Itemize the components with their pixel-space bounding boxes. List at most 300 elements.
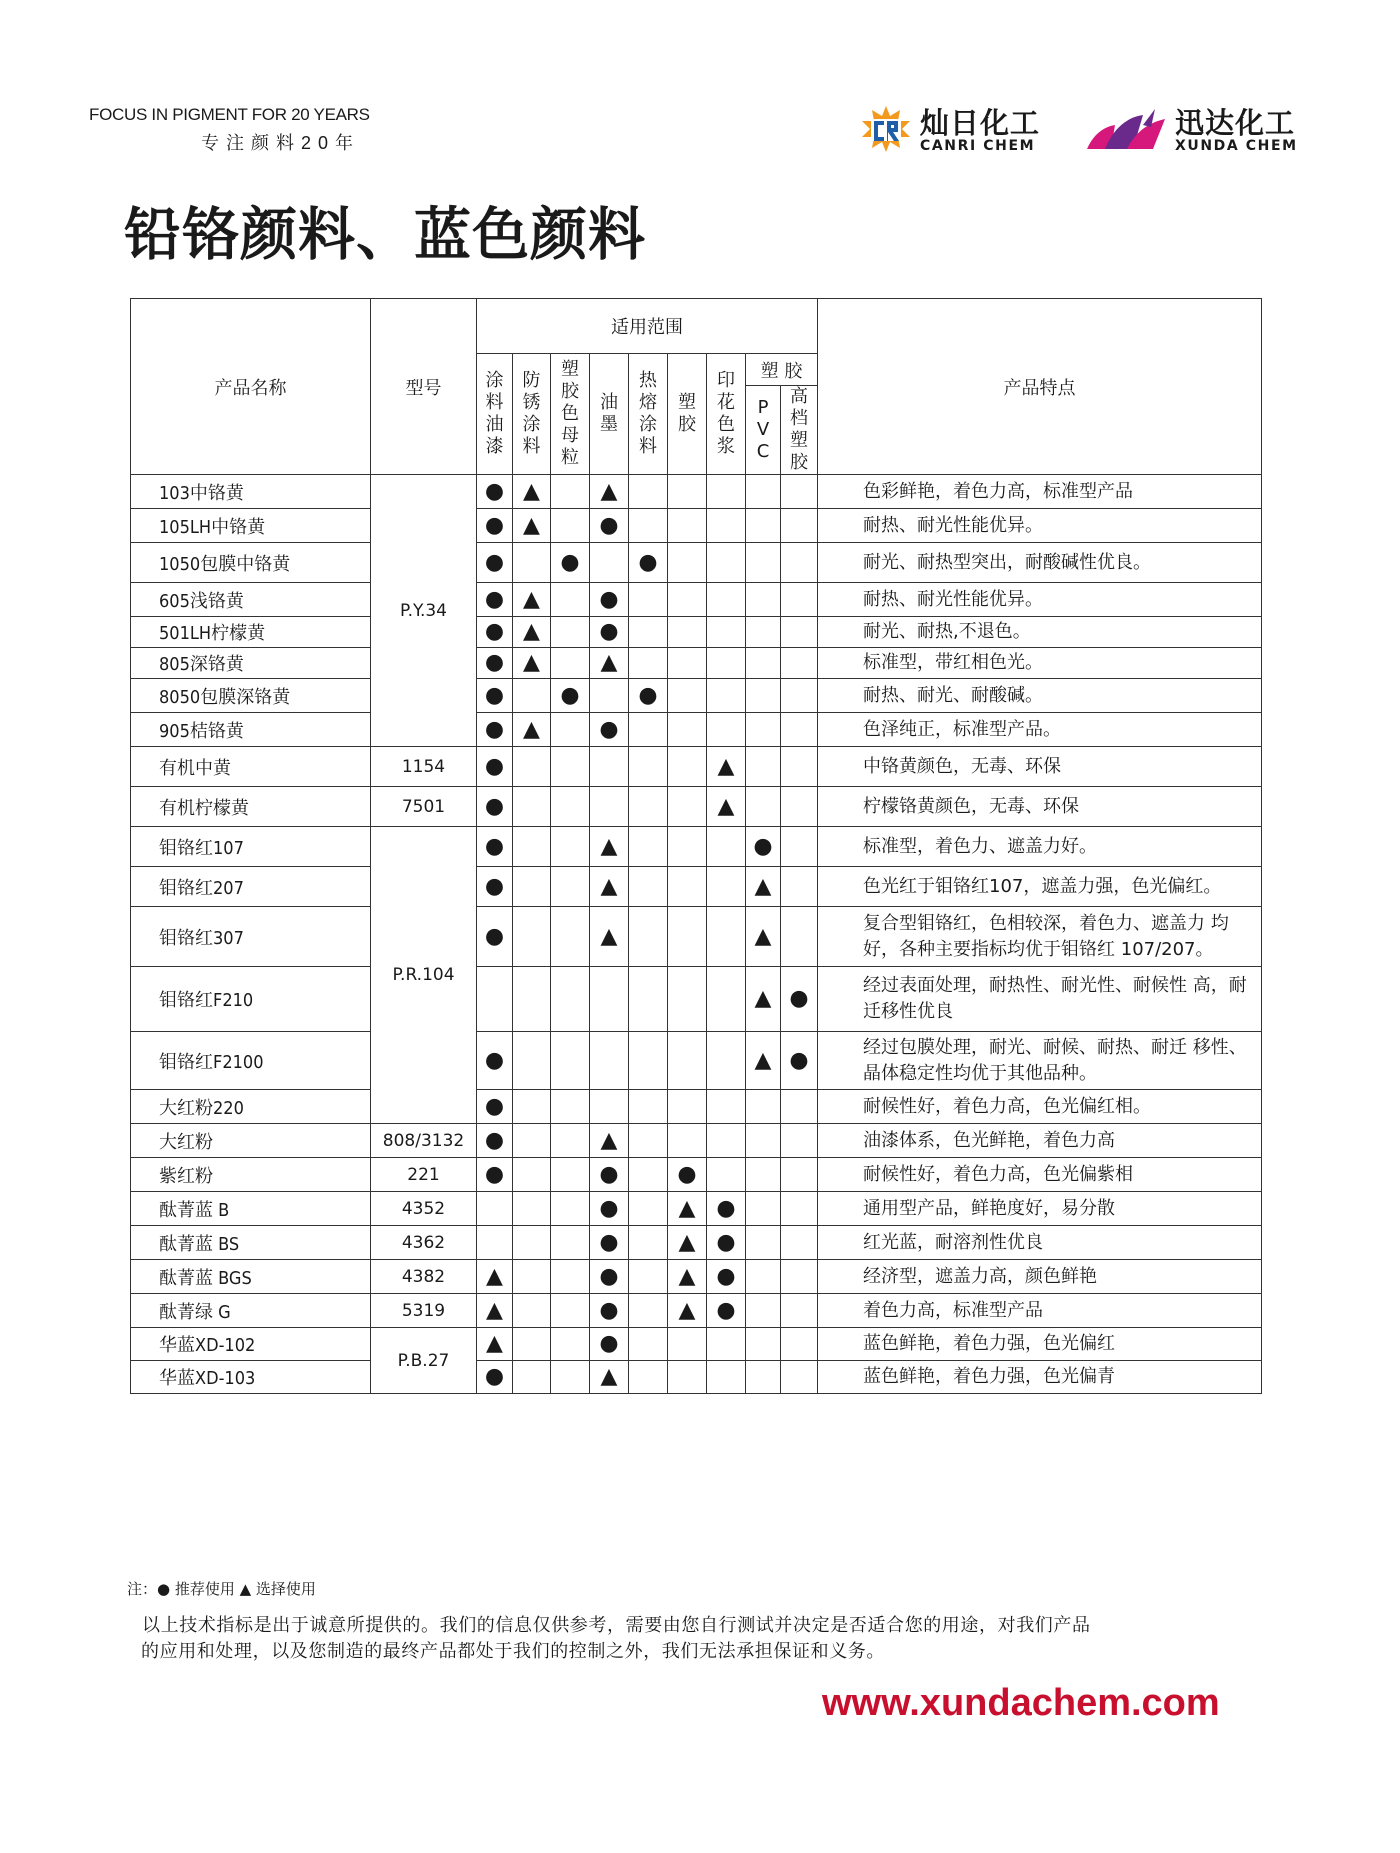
usage-mark-cell: ● (477, 1032, 513, 1090)
usage-mark-cell: ● (477, 509, 513, 543)
product-name-cell: 华蓝XD-103 (131, 1361, 371, 1394)
features-cell: 着色力高，标准型产品 (818, 1294, 1262, 1328)
usage-mark-cell: ● (629, 679, 668, 713)
usage-mark-cell (781, 1260, 818, 1294)
usage-mark-cell (746, 1124, 781, 1158)
table-row (131, 475, 1262, 509)
usage-mark-cell (513, 907, 551, 967)
usage-mark-cell (746, 475, 781, 509)
usage-mark-cell (707, 1361, 746, 1394)
usage-mark-cell (707, 543, 746, 583)
features-cell: 标准型，着色力、遮盖力好。 (818, 827, 1262, 867)
usage-mark-cell (707, 1032, 746, 1090)
features-cell: 耐光、耐热型突出，耐酸碱性优良。 (818, 543, 1262, 583)
usage-mark-cell (781, 679, 818, 713)
usage-mark-cell (707, 617, 746, 648)
website-link[interactable]: www.xundachem.com (822, 1682, 1220, 1724)
usage-mark-cell (629, 907, 668, 967)
table-row (131, 1090, 1262, 1124)
usage-mark-cell (668, 1090, 707, 1124)
usage-mark-cell: ● (477, 543, 513, 583)
usage-mark-cell (668, 827, 707, 867)
usage-mark-cell: ▲ (513, 509, 551, 543)
xunda-logo-icon (1083, 105, 1169, 157)
product-name-cell: 501LH柠檬黄 (131, 617, 371, 648)
usage-mark-cell (668, 1032, 707, 1090)
usage-mark-cell (668, 617, 707, 648)
table-row (131, 1294, 1262, 1328)
usage-mark-cell (513, 679, 551, 713)
usage-mark-cell (668, 1361, 707, 1394)
usage-mark-cell: ▲ (590, 867, 629, 907)
usage-mark-cell: ▲ (513, 713, 551, 747)
usage-mark-cell (746, 1192, 781, 1226)
model-cell: 1154 (371, 747, 477, 787)
xunda-name-cn: 迅达化工 (1175, 106, 1296, 140)
features-cell: 经过包膜处理，耐光、耐候、耐热、耐迁 移性、晶体稳定性均优于其他品种。 (818, 1032, 1262, 1090)
usage-mark-cell (629, 1294, 668, 1328)
usage-mark-cell (513, 1158, 551, 1192)
usage-mark-cell (477, 967, 513, 1032)
usage-mark-cell (551, 1361, 590, 1394)
usage-mark-cell: ● (477, 1090, 513, 1124)
product-name-cell: 钼铬红207 (131, 867, 371, 907)
usage-mark-cell: ● (707, 1226, 746, 1260)
table-row (131, 1124, 1262, 1158)
product-name-cell: 酞菁绿 G (131, 1294, 371, 1328)
usage-mark-cell: ● (668, 1158, 707, 1192)
product-name-cell: 805深铬黄 (131, 648, 371, 679)
usage-mark-cell: ● (551, 543, 590, 583)
usage-mark-cell: ● (477, 747, 513, 787)
usage-mark-cell (629, 747, 668, 787)
usage-mark-cell (707, 648, 746, 679)
table-row (131, 967, 1262, 1032)
usage-mark-cell (781, 713, 818, 747)
product-name-cell: 酞菁蓝 BGS (131, 1260, 371, 1294)
usage-mark-cell (707, 679, 746, 713)
features-cell: 经过表面处理，耐热性、耐光性、耐候性 高，耐迁移性优良 (818, 967, 1262, 1032)
usage-mark-cell (629, 1158, 668, 1192)
table-row (131, 1328, 1262, 1361)
usage-mark-cell (629, 827, 668, 867)
usage-mark-cell (668, 967, 707, 1032)
usage-mark-cell (629, 1032, 668, 1090)
usage-mark-cell (746, 1158, 781, 1192)
product-name-cell: 8050包膜深铬黄 (131, 679, 371, 713)
usage-mark-cell (513, 787, 551, 827)
usage-mark-cell (707, 1328, 746, 1361)
usage-mark-cell: ● (746, 827, 781, 867)
table-row (131, 509, 1262, 543)
usage-mark-cell (746, 679, 781, 713)
table-row (131, 1226, 1262, 1260)
usage-mark-cell (668, 583, 707, 617)
usage-mark-cell (629, 1328, 668, 1361)
canri-name-en: CANRI CHEM (920, 138, 1036, 154)
usage-mark-cell: ● (477, 617, 513, 648)
usage-mark-cell: ▲ (477, 1294, 513, 1328)
usage-mark-cell (707, 509, 746, 543)
usage-mark-cell: ● (477, 583, 513, 617)
usage-mark-cell (590, 747, 629, 787)
features-cell: 经济型，遮盖力高，颜色鲜艳 (818, 1260, 1262, 1294)
usage-mark-cell (513, 1294, 551, 1328)
usage-mark-cell (746, 1294, 781, 1328)
usage-mark-cell: ● (590, 1158, 629, 1192)
model-cell: P.B.27 (371, 1328, 477, 1394)
usage-mark-cell (781, 1090, 818, 1124)
usage-mark-cell (513, 543, 551, 583)
header-col-plastic: 塑胶 (677, 392, 696, 435)
usage-mark-cell (513, 1226, 551, 1260)
usage-mark-cell: ● (590, 1328, 629, 1361)
features-cell: 红光蓝，耐溶剂性优良 (818, 1226, 1262, 1260)
usage-mark-cell (746, 543, 781, 583)
features-cell: 中铬黄颜色，无毒、环保 (818, 747, 1262, 787)
header-col-hotmelt: 热熔涂料 (638, 370, 657, 457)
usage-mark-cell (707, 967, 746, 1032)
canri-logo-icon (860, 104, 912, 158)
table-row (131, 617, 1262, 648)
table-row (131, 787, 1262, 827)
usage-mark-cell (551, 967, 590, 1032)
disclaimer-line-2: 的应用和处理，以及您制造的最终产品都处于我们的控制之外，我们无法承担保证和义务。 (141, 1641, 885, 1662)
usage-mark-cell (668, 648, 707, 679)
usage-mark-cell (668, 747, 707, 787)
usage-mark-cell (781, 1226, 818, 1260)
usage-mark-cell (781, 648, 818, 679)
usage-mark-cell (513, 1192, 551, 1226)
usage-mark-cell (629, 787, 668, 827)
usage-mark-cell: ● (590, 1226, 629, 1260)
usage-mark-cell (781, 787, 818, 827)
product-name-cell: 酞菁蓝 BS (131, 1226, 371, 1260)
usage-mark-cell (746, 1090, 781, 1124)
usage-mark-cell (590, 543, 629, 583)
usage-mark-cell: ▲ (668, 1226, 707, 1260)
disclaimer (142, 1613, 1252, 1665)
product-name-cell: 有机柠檬黄 (131, 787, 371, 827)
header-plastics-group: 塑 胶 (746, 354, 818, 386)
table-row (131, 867, 1262, 907)
usage-mark-cell (781, 907, 818, 967)
usage-mark-cell (551, 583, 590, 617)
usage-mark-cell (707, 1158, 746, 1192)
usage-mark-cell (551, 713, 590, 747)
usage-mark-cell (551, 617, 590, 648)
usage-mark-cell (629, 1260, 668, 1294)
product-name-cell: 905桔铬黄 (131, 713, 371, 747)
table-row (131, 1260, 1262, 1294)
usage-mark-cell: ● (781, 967, 818, 1032)
legend-note: 注：● 推荐使用 ▲ 选择使用 (127, 1580, 316, 1598)
product-name-cell: 钼铬红307 (131, 907, 371, 967)
usage-mark-cell: ● (781, 1032, 818, 1090)
usage-mark-cell (551, 1090, 590, 1124)
usage-mark-cell: ● (590, 617, 629, 648)
usage-mark-cell (590, 1090, 629, 1124)
usage-mark-cell (781, 1124, 818, 1158)
header-col-ink: 油墨 (599, 392, 618, 435)
product-name-cell: 华蓝XD-102 (131, 1328, 371, 1361)
usage-mark-cell (668, 907, 707, 967)
usage-mark-cell (707, 1090, 746, 1124)
usage-mark-cell (707, 475, 746, 509)
product-name-cell: 大红粉220 (131, 1090, 371, 1124)
usage-mark-cell: ▲ (668, 1260, 707, 1294)
usage-mark-cell (629, 1226, 668, 1260)
usage-mark-cell (668, 475, 707, 509)
features-cell: 通用型产品，鲜艳度好，易分散 (818, 1192, 1262, 1226)
usage-mark-cell (551, 867, 590, 907)
usage-mark-cell (781, 867, 818, 907)
usage-mark-cell: ▲ (590, 1124, 629, 1158)
usage-mark-cell: ▲ (590, 475, 629, 509)
usage-mark-cell (781, 509, 818, 543)
usage-mark-cell (513, 1032, 551, 1090)
usage-mark-cell: ▲ (513, 475, 551, 509)
table-row (131, 827, 1262, 867)
table-row (131, 583, 1262, 617)
usage-mark-cell (551, 475, 590, 509)
usage-mark-cell: ▲ (590, 827, 629, 867)
table-row (131, 1192, 1262, 1226)
model-cell: P.Y.34 (371, 475, 477, 747)
usage-mark-cell: ● (477, 679, 513, 713)
usage-mark-cell: ● (590, 1294, 629, 1328)
header-col-premium-plastic: 高档塑胶 (790, 386, 808, 473)
usage-mark-cell (781, 475, 818, 509)
usage-mark-cell (629, 1361, 668, 1394)
usage-mark-cell (668, 1328, 707, 1361)
usage-mark-cell (707, 583, 746, 617)
usage-mark-cell (781, 583, 818, 617)
tagline (89, 105, 370, 155)
model-cell: 221 (371, 1158, 477, 1192)
usage-mark-cell: ● (477, 907, 513, 967)
usage-mark-cell (781, 617, 818, 648)
usage-mark-cell (668, 787, 707, 827)
product-name-cell: 钼铬红107 (131, 827, 371, 867)
disclaimer-line-1: 以上技术指标是出于诚意所提供的。我们的信息仅供参考，需要由您自行测试并决定是否适合您的用途，对我们产品 (142, 1615, 1091, 1636)
usage-mark-cell (781, 1192, 818, 1226)
tagline-chinese: 专注颜料20年 (201, 133, 361, 153)
usage-mark-cell (781, 543, 818, 583)
header-col-pvc: PVC (756, 397, 770, 462)
usage-mark-cell: ● (590, 583, 629, 617)
table-row (131, 1158, 1262, 1192)
usage-mark-cell: ● (477, 1361, 513, 1394)
usage-mark-cell (668, 543, 707, 583)
usage-mark-cell (668, 867, 707, 907)
product-name-cell: 105LH中铬黄 (131, 509, 371, 543)
product-spec-table (130, 298, 1262, 1394)
usage-mark-cell (707, 827, 746, 867)
usage-mark-cell (629, 509, 668, 543)
usage-mark-cell (513, 967, 551, 1032)
usage-mark-cell: ▲ (707, 747, 746, 787)
usage-mark-cell: ▲ (590, 648, 629, 679)
features-cell: 蓝色鲜艳，着色力强，色光偏红 (818, 1328, 1262, 1361)
usage-mark-cell (746, 1361, 781, 1394)
xunda-brand (1083, 104, 1298, 158)
features-cell: 耐热、耐光性能优异。 (818, 583, 1262, 617)
table-row (131, 713, 1262, 747)
xunda-name-en: XUNDA CHEM (1175, 138, 1298, 154)
table-row (131, 543, 1262, 583)
features-cell: 色光红于钼铬红107，遮盖力强，色光偏红。 (818, 867, 1262, 907)
usage-mark-cell (551, 1192, 590, 1226)
usage-mark-cell (513, 1124, 551, 1158)
product-name-cell: 103中铬黄 (131, 475, 371, 509)
header-scope: 适用范围 (477, 299, 818, 354)
header-col-anticorrosion: 防锈涂料 (522, 370, 541, 457)
usage-mark-cell: ● (477, 713, 513, 747)
usage-mark-cell (551, 1158, 590, 1192)
usage-mark-cell (746, 747, 781, 787)
table-row (131, 648, 1262, 679)
model-cell: 5319 (371, 1294, 477, 1328)
usage-mark-cell (668, 509, 707, 543)
model-cell: 7501 (371, 787, 477, 827)
usage-mark-cell (707, 713, 746, 747)
usage-mark-cell (629, 1192, 668, 1226)
usage-mark-cell: ▲ (590, 907, 629, 967)
usage-mark-cell (629, 1090, 668, 1124)
usage-mark-cell: ▲ (668, 1192, 707, 1226)
usage-mark-cell: ● (477, 787, 513, 827)
tagline-english: FOCUS IN PIGMENT FOR 20 YEARS (89, 105, 370, 124)
usage-mark-cell: ▲ (746, 967, 781, 1032)
features-cell: 耐热、耐光性能优异。 (818, 509, 1262, 543)
header-col-printing-paste: 印花色浆 (716, 370, 735, 457)
table-body (131, 475, 1262, 1394)
product-name-cell: 钼铬红F210 (131, 967, 371, 1032)
features-cell: 耐候性好，着色力高，色光偏紫相 (818, 1158, 1262, 1192)
features-cell: 耐热、耐光、耐酸碱。 (818, 679, 1262, 713)
usage-mark-cell (477, 1226, 513, 1260)
usage-mark-cell: ▲ (746, 907, 781, 967)
usage-mark-cell (551, 1226, 590, 1260)
usage-mark-cell: ● (590, 1260, 629, 1294)
usage-mark-cell (590, 967, 629, 1032)
usage-mark-cell (551, 1294, 590, 1328)
usage-mark-cell (629, 475, 668, 509)
usage-mark-cell (551, 747, 590, 787)
features-cell: 蓝色鲜艳，着色力强，色光偏青 (818, 1361, 1262, 1394)
usage-mark-cell (746, 713, 781, 747)
usage-mark-cell (781, 1158, 818, 1192)
product-name-cell: 有机中黄 (131, 747, 371, 787)
usage-mark-cell (629, 583, 668, 617)
usage-mark-cell: ▲ (513, 617, 551, 648)
usage-mark-cell (629, 967, 668, 1032)
usage-mark-cell (513, 867, 551, 907)
features-cell: 复合型钼铬红，色相较深，着色力、遮盖力 均好，各种主要指标均优于钼铬红 107/207。 (818, 907, 1262, 967)
product-name-cell: 钼铬红F2100 (131, 1032, 371, 1090)
usage-mark-cell: ● (477, 1124, 513, 1158)
usage-mark-cell (551, 1032, 590, 1090)
usage-mark-cell (629, 617, 668, 648)
features-cell: 色泽纯正，标准型产品。 (818, 713, 1262, 747)
product-name-cell: 大红粉 (131, 1124, 371, 1158)
product-name-cell: 1050包膜中铬黄 (131, 543, 371, 583)
model-cell: P.R.104 (371, 827, 477, 1124)
model-cell: 4382 (371, 1260, 477, 1294)
product-name-cell: 紫红粉 (131, 1158, 371, 1192)
model-cell: 4362 (371, 1226, 477, 1260)
usage-mark-cell: ● (707, 1260, 746, 1294)
usage-mark-cell: ● (551, 679, 590, 713)
usage-mark-cell: ● (707, 1192, 746, 1226)
usage-mark-cell (746, 648, 781, 679)
table-row (131, 1361, 1262, 1394)
usage-mark-cell: ▲ (477, 1328, 513, 1361)
product-name-cell: 酞菁蓝 B (131, 1192, 371, 1226)
product-name-cell: 605浅铬黄 (131, 583, 371, 617)
usage-mark-cell: ● (477, 827, 513, 867)
usage-mark-cell: ▲ (746, 1032, 781, 1090)
usage-mark-cell: ▲ (590, 1361, 629, 1394)
usage-mark-cell (590, 787, 629, 827)
usage-mark-cell (746, 1226, 781, 1260)
usage-mark-cell: ● (590, 713, 629, 747)
usage-mark-cell (707, 867, 746, 907)
table-row (131, 747, 1262, 787)
usage-mark-cell (590, 679, 629, 713)
usage-mark-cell (513, 1090, 551, 1124)
usage-mark-cell (668, 679, 707, 713)
usage-mark-cell: ▲ (707, 787, 746, 827)
canri-name-cn: 灿日化工 (920, 106, 1041, 140)
usage-mark-cell (513, 747, 551, 787)
usage-mark-cell: ● (629, 543, 668, 583)
usage-mark-cell (513, 1260, 551, 1294)
usage-mark-cell (513, 1328, 551, 1361)
usage-mark-cell (477, 1192, 513, 1226)
model-cell: 808/3132 (371, 1124, 477, 1158)
usage-mark-cell (668, 713, 707, 747)
features-cell: 耐候性好，着色力高，色光偏红相。 (818, 1090, 1262, 1124)
canri-brand (860, 104, 1040, 158)
usage-mark-cell: ● (590, 1192, 629, 1226)
usage-mark-cell (551, 1328, 590, 1361)
usage-mark-cell (668, 1124, 707, 1158)
usage-mark-cell (513, 827, 551, 867)
usage-mark-cell: ▲ (477, 1260, 513, 1294)
usage-mark-cell (551, 509, 590, 543)
usage-mark-cell: ● (590, 509, 629, 543)
page-title: 铅铬颜料、蓝色颜料 (124, 202, 646, 268)
usage-mark-cell (746, 787, 781, 827)
usage-mark-cell (707, 1124, 746, 1158)
usage-mark-cell (781, 747, 818, 787)
usage-mark-cell (746, 509, 781, 543)
usage-mark-cell (551, 787, 590, 827)
features-cell: 油漆体系，色光鲜艳，着色力高 (818, 1124, 1262, 1158)
usage-mark-cell (781, 1361, 818, 1394)
header-features: 产品特点 (818, 299, 1262, 475)
header-model: 型号 (371, 299, 477, 475)
features-cell: 标准型，带红相色光。 (818, 648, 1262, 679)
usage-mark-cell (629, 648, 668, 679)
usage-mark-cell: ▲ (668, 1294, 707, 1328)
usage-mark-cell (629, 1124, 668, 1158)
table-row (131, 1032, 1262, 1090)
usage-mark-cell: ● (477, 648, 513, 679)
features-cell: 色彩鲜艳，着色力高，标准型产品 (818, 475, 1262, 509)
